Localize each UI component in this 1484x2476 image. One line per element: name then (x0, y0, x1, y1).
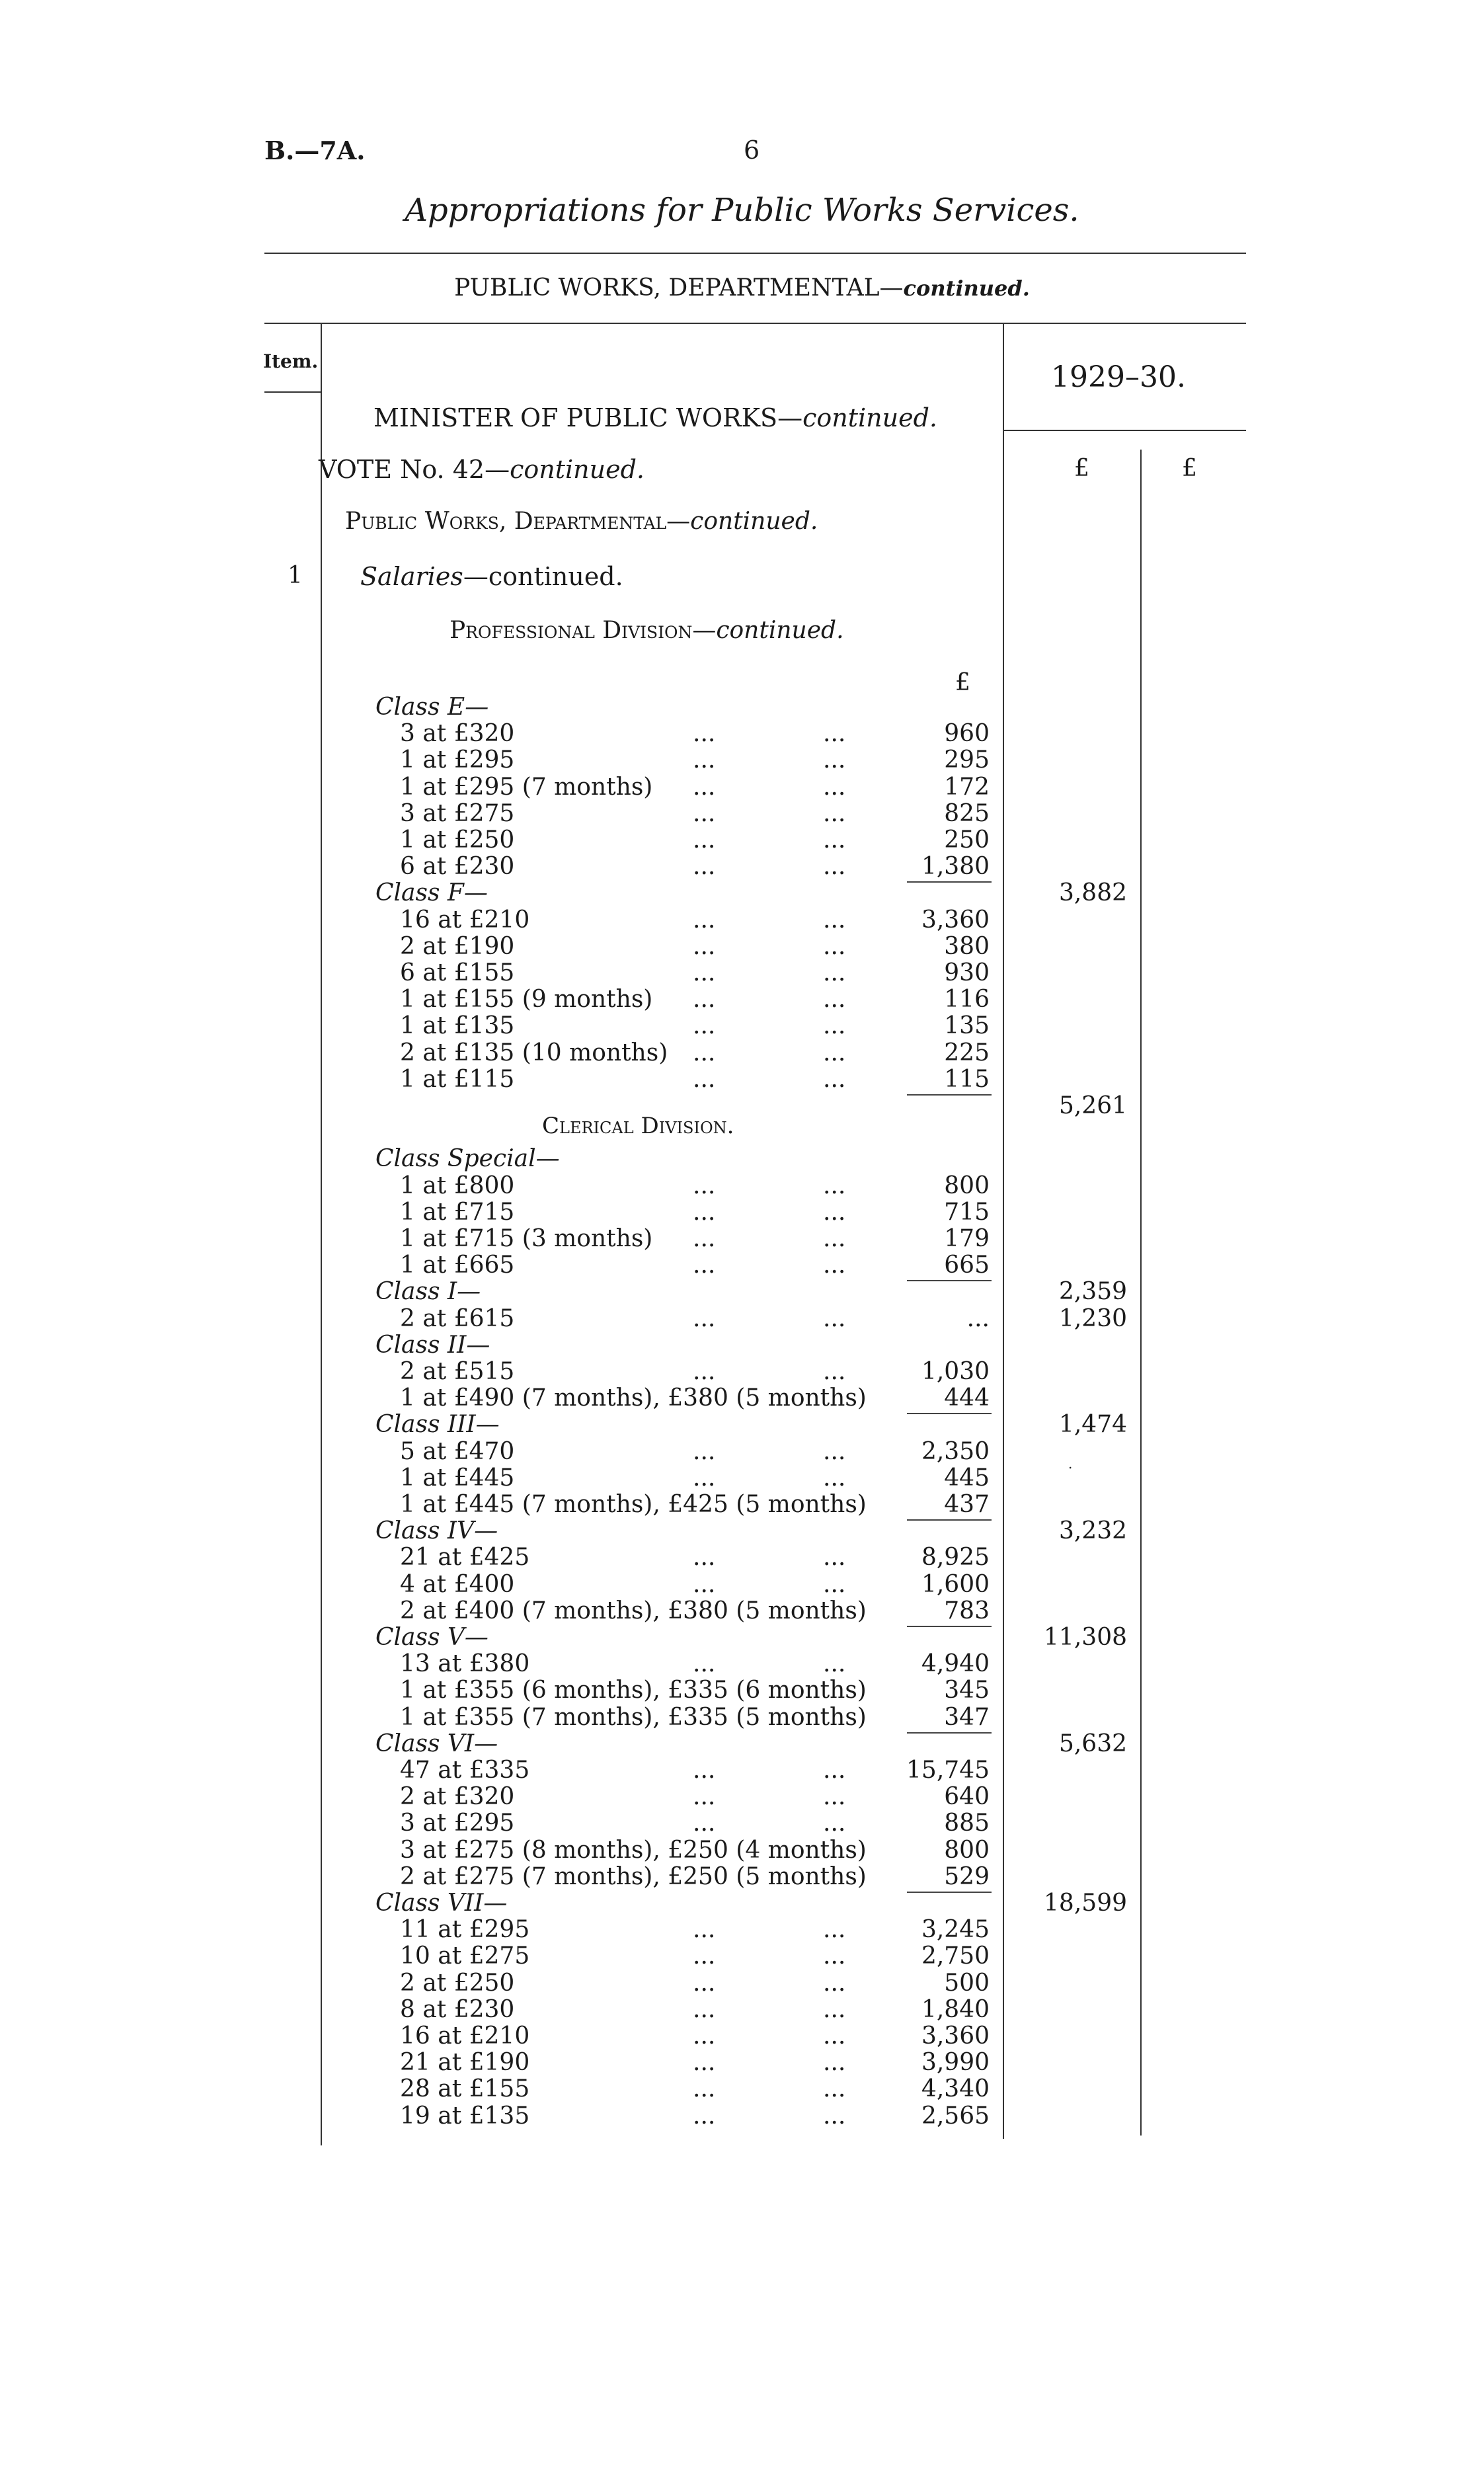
leader-dots: ... (823, 1252, 846, 1279)
professional-division-heading (449, 617, 844, 644)
subtotal-rule (907, 1892, 992, 1893)
amount-value: 135 (944, 1012, 990, 1040)
leader-dots: ... (693, 1252, 716, 1279)
year-column-header: 1929–30. (1051, 360, 1186, 394)
salary-row (0, 721, 1484, 747)
salary-row (0, 1917, 1484, 1943)
leader-dots: ... (823, 1437, 846, 1465)
salary-label: 16 at £210 (400, 906, 530, 934)
salary-label: 2 at £615 (400, 1304, 515, 1332)
salary-label: 1 at £250 (400, 826, 515, 854)
salary-row (0, 1066, 1484, 1093)
salary-row (0, 1837, 1484, 1864)
leader-dots: ... (693, 1012, 716, 1040)
amount-value: 500 (944, 1969, 990, 1997)
class-row (0, 1146, 1484, 1172)
subtotal-value: 3,882 (1058, 879, 1127, 907)
leader-dots: ... (693, 1304, 716, 1332)
class-label: Class Special— (375, 1145, 560, 1173)
amount-value: 715 (944, 1198, 990, 1226)
section-subtitle (0, 274, 1484, 301)
leader-dots: ... (693, 2075, 716, 2103)
salary-label: 1 at £490 (7 months), £380 (5 months) (400, 1384, 867, 1412)
leader-dots: ... (823, 959, 846, 986)
class-row (0, 1518, 1484, 1544)
leader-dots: ... (823, 720, 846, 748)
salary-label: 3 at £320 (400, 720, 515, 748)
leader-dots: ... (693, 826, 716, 854)
salary-row (0, 801, 1484, 827)
amount-value: 4,340 (921, 2075, 990, 2103)
salary-row (0, 1199, 1484, 1226)
salary-row (0, 907, 1484, 934)
salary-row (0, 1651, 1484, 1677)
leader-dots: ... (693, 799, 716, 827)
salary-row (0, 1544, 1484, 1571)
leader-dots: ... (823, 1225, 846, 1252)
leader-dots: ... (823, 2022, 846, 2050)
class-label: Class I— (375, 1278, 481, 1306)
salary-row (0, 1492, 1484, 1518)
salary-label: 19 at £135 (400, 2102, 530, 2130)
leader-dots: ... (823, 853, 846, 881)
salary-label: 1 at £155 (9 months) (400, 986, 653, 1014)
amount-value: 2,565 (921, 2102, 990, 2130)
leader-dots: ... (693, 1437, 716, 1465)
amount-value: 529 (944, 1862, 990, 1890)
item-header-rule (264, 391, 321, 393)
salary-row (0, 1119, 1484, 1146)
class-label: Class E— (375, 694, 489, 721)
salary-row (0, 1757, 1484, 1784)
salary-row (0, 1439, 1484, 1465)
amount-value: 15,745 (906, 1757, 990, 1784)
leader-dots: ... (693, 746, 716, 774)
table-top-rule (264, 323, 1246, 324)
subtotal-rule (907, 1732, 992, 1734)
amount-value: 1,600 (921, 1570, 990, 1598)
salary-row (0, 2103, 1484, 2130)
amount-value: 8,925 (921, 1544, 990, 1572)
salary-row (0, 1093, 1484, 1119)
salary-label: 1 at £800 (400, 1172, 515, 1199)
leader-dots: ... (823, 1544, 846, 1572)
leader-dots: ... (823, 1570, 846, 1598)
salary-label: 11 at £295 (400, 1916, 530, 1944)
amount-value: 3,990 (921, 2049, 990, 2077)
amount-value: 800 (944, 1836, 990, 1864)
subtitle-main: PUBLIC WORKS, DEPARTMENTAL— (454, 274, 904, 301)
leader-dots: ... (823, 2075, 846, 2103)
leader-dots: ... (823, 1065, 846, 1093)
salary-row (0, 2076, 1484, 2102)
salary-label: 21 at £190 (400, 2049, 530, 2077)
salary-label: 1 at £665 (400, 1252, 515, 1279)
salary-label: 1 at £135 (400, 1012, 515, 1040)
salary-row (0, 774, 1484, 801)
salary-label: 10 at £275 (400, 1942, 530, 1970)
pound-column-right: £ (1182, 455, 1197, 482)
salary-label: 2 at £275 (7 months), £250 (5 months) (400, 1862, 867, 1890)
class-label: Class F— (375, 879, 488, 907)
salary-label: 1 at £445 (7 months), £425 (5 months) (400, 1491, 867, 1518)
leader-dots: ... (693, 1783, 716, 1811)
salary-row (0, 1997, 1484, 2023)
leader-dots: ... (693, 1995, 716, 2023)
vote-heading (319, 455, 644, 484)
leader-dots: ... (823, 1012, 846, 1040)
class-label: Class VI— (375, 1730, 498, 1757)
salary-row (0, 1252, 1484, 1279)
amount-value: 885 (944, 1810, 990, 1837)
leader-dots: ... (823, 1757, 846, 1784)
salary-label: 1 at £715 (400, 1198, 515, 1226)
clerical-label: Clerical Division. (542, 1113, 734, 1139)
class-label: Class VII— (375, 1890, 508, 1917)
leader-dots: ... (693, 853, 716, 881)
amount-value: 800 (944, 1172, 990, 1199)
leader-dots: ... (693, 1916, 716, 1944)
leader-dots: ... (693, 1358, 716, 1385)
leader-dots: ... (693, 2049, 716, 2077)
leader-dots: ... (823, 986, 846, 1014)
salary-row (0, 1970, 1484, 1997)
amount-pound-header: £ (955, 669, 970, 696)
salary-row (0, 1013, 1484, 1039)
salary-label: 3 at £275 (400, 799, 515, 827)
salary-label: 6 at £155 (400, 959, 515, 986)
salary-label: 47 at £335 (400, 1757, 530, 1784)
leader-dots: ... (823, 799, 846, 827)
salary-label: 2 at £400 (7 months), £380 (5 months) (400, 1597, 867, 1624)
amount-value: 116 (944, 986, 990, 1014)
leader-dots: ... (823, 1464, 846, 1492)
salary-label: 16 at £210 (400, 2022, 530, 2050)
leader-dots: ... (823, 746, 846, 774)
amount-value: 345 (944, 1677, 990, 1704)
amount-value: 172 (944, 773, 990, 801)
salary-label: 1 at £715 (3 months) (400, 1225, 653, 1252)
item-column-header: Item. (263, 350, 319, 372)
title-rule (264, 253, 1246, 254)
leader-dots: ... (693, 2022, 716, 2050)
leader-dots: ... (693, 906, 716, 934)
amount-value: 250 (944, 826, 990, 854)
amount-value: 1,840 (921, 1995, 990, 2023)
salary-label: 28 at £155 (400, 2075, 530, 2103)
salary-label: 8 at £230 (400, 1995, 515, 2023)
salary-label: 1 at £355 (7 months), £335 (5 months) (400, 1703, 867, 1731)
stray-mark: . (1068, 1456, 1073, 1472)
salary-row (0, 1306, 1484, 1332)
subtotal-value: 2,359 (1058, 1278, 1127, 1306)
amount-value: 225 (944, 1039, 990, 1066)
document-reference: B.—7A. (264, 136, 366, 165)
leader-dots: ... (823, 1358, 846, 1385)
amount-value: 1,030 (921, 1358, 990, 1385)
subtotal-rule (907, 1280, 992, 1281)
leader-dots: ... (693, 1065, 716, 1093)
leader-dots: ... (693, 1544, 716, 1572)
class-row (0, 1890, 1484, 1917)
amount-value: 930 (944, 959, 990, 986)
leader-dots: ... (823, 2049, 846, 2077)
leader-dots: ... (823, 1198, 846, 1226)
prof-continued: continued. (716, 617, 844, 644)
leader-dots: ... (823, 826, 846, 854)
amount-value: 445 (944, 1464, 990, 1492)
salary-row (0, 2050, 1484, 2076)
leader-dots: ... (823, 1995, 846, 2023)
leader-dots: ... (693, 1464, 716, 1492)
salary-row (0, 1572, 1484, 1598)
salary-label: 2 at £515 (400, 1358, 515, 1385)
amount-value: 437 (944, 1491, 990, 1518)
amount-value: 2,350 (921, 1437, 990, 1465)
subtotal-rule (907, 881, 992, 883)
amount-value: 783 (944, 1597, 990, 1624)
leader-dots: ... (693, 986, 716, 1014)
leader-dots: ... (693, 773, 716, 801)
leader-dots: ... (693, 2102, 716, 2130)
class-row (0, 1731, 1484, 1757)
salary-label: 3 at £275 (8 months), £250 (4 months) (400, 1836, 867, 1864)
leader-dots: ... (823, 1942, 846, 1970)
leader-dots: ... (693, 1198, 716, 1226)
salary-row (0, 1040, 1484, 1066)
leader-dots: ... (823, 2102, 846, 2130)
minister-heading (373, 403, 937, 432)
class-label: Class II— (375, 1331, 490, 1359)
salary-label: 2 at £190 (400, 932, 515, 960)
salary-row (0, 1385, 1484, 1412)
salary-label: 2 at £250 (400, 1969, 515, 1997)
leader-dots: ... (693, 1570, 716, 1598)
pwd-main: Public Works, Departmental— (345, 508, 691, 535)
leader-dots: ... (693, 1172, 716, 1199)
salary-label: 5 at £470 (400, 1437, 515, 1465)
salary-row (0, 1784, 1484, 1810)
leader-dots: ... (693, 1225, 716, 1252)
salary-row (0, 854, 1484, 880)
salary-label: 21 at £425 (400, 1544, 530, 1572)
minister-main: MINISTER OF PUBLIC WORKS— (373, 403, 803, 432)
salary-row (0, 2023, 1484, 2050)
amount-value: 179 (944, 1225, 990, 1252)
subtitle-continued: continued. (903, 276, 1030, 301)
salary-label: 1 at £445 (400, 1464, 515, 1492)
amount-value: 4,940 (921, 1650, 990, 1678)
amount-value: 1,380 (921, 853, 990, 881)
leader-dots: ... (693, 1942, 716, 1970)
vote-continued: continued. (510, 455, 644, 484)
class-label: Class IV— (375, 1517, 498, 1545)
leader-dots: ... (693, 1039, 716, 1066)
salary-row (0, 1226, 1484, 1252)
leader-dots: ... (823, 1172, 846, 1199)
salary-row (0, 1598, 1484, 1624)
salary-label: 1 at £295 (400, 746, 515, 774)
amount-value: 380 (944, 932, 990, 960)
subtotal-rule (907, 1519, 992, 1521)
year-header-rule (1003, 430, 1246, 431)
salary-label: 2 at £320 (400, 1783, 515, 1811)
salary-row (0, 1465, 1484, 1492)
salary-row (0, 747, 1484, 774)
amount-value: 3,245 (921, 1916, 990, 1944)
class-label: Class V— (375, 1624, 488, 1651)
item-number: 1 (288, 562, 303, 589)
amount-value: 3,360 (921, 906, 990, 934)
salary-label: 1 at £355 (6 months), £335 (6 months) (400, 1677, 867, 1704)
prof-main: Professional Division— (449, 617, 717, 644)
salary-row (0, 1173, 1484, 1199)
class-row (0, 880, 1484, 906)
leader-dots: ... (693, 1810, 716, 1837)
salary-label: 6 at £230 (400, 853, 515, 881)
amount-value: 3,360 (921, 2022, 990, 2050)
salary-row (0, 1943, 1484, 1970)
subtotal-value: 11,308 (1044, 1624, 1127, 1651)
subtotal-value: 5,632 (1058, 1730, 1127, 1757)
vote-main: VOTE No. 42— (319, 455, 510, 484)
subtotal-rule (907, 1626, 992, 1627)
salary-row (0, 1677, 1484, 1704)
class-row (0, 1279, 1484, 1305)
leader-dots: ... (693, 1650, 716, 1678)
salaries-continued: —continued. (463, 562, 623, 591)
page-title: Appropriations for Public Works Services. (405, 192, 1079, 229)
class-row (0, 1412, 1484, 1438)
amount-value: 2,750 (921, 1942, 990, 1970)
minister-continued: continued. (802, 403, 937, 432)
subtotal-rule (907, 1094, 992, 1096)
class-row (0, 1332, 1484, 1359)
subtotal-rule (907, 1413, 992, 1414)
salary-row (0, 1810, 1484, 1837)
leader-dots: ... (693, 932, 716, 960)
subtotal-value: 1,474 (1058, 1411, 1127, 1439)
salary-row (0, 960, 1484, 986)
leader-dots: ... (823, 906, 846, 934)
leader-dots: ... (823, 1916, 846, 1944)
amount-value: 640 (944, 1783, 990, 1811)
salary-label: 2 at £135 (10 months) (400, 1039, 668, 1066)
leader-dots: ... (823, 1783, 846, 1811)
leader-dots: ... (693, 1969, 716, 1997)
leader-dots: ... (823, 1650, 846, 1678)
amount-value: 960 (944, 720, 990, 748)
salary-row (0, 1864, 1484, 1890)
subtotal-value: 1,230 (1058, 1304, 1127, 1332)
leader-dots: ... (823, 1039, 846, 1066)
class-row (0, 1624, 1484, 1651)
amount-value: 444 (944, 1384, 990, 1412)
subtotal-value: 5,261 (1058, 1092, 1127, 1119)
salary-row (0, 934, 1484, 960)
public-works-heading (345, 508, 818, 535)
salary-row (0, 827, 1484, 854)
class-row (0, 694, 1484, 721)
amount-value: 665 (944, 1252, 990, 1279)
pound-column-left: £ (1074, 455, 1089, 482)
amount-value: ... (966, 1304, 990, 1332)
salary-label: 4 at £400 (400, 1570, 515, 1598)
leader-dots: ... (693, 1757, 716, 1784)
salary-label: 1 at £115 (400, 1065, 515, 1093)
salary-label: 13 at £380 (400, 1650, 530, 1678)
leader-dots: ... (823, 932, 846, 960)
salary-label: 3 at £295 (400, 1810, 515, 1837)
salaries-heading (360, 562, 623, 591)
amount-value: 115 (944, 1065, 990, 1093)
class-label: Class III— (375, 1411, 500, 1439)
leader-dots: ... (693, 959, 716, 986)
leader-dots: ... (823, 773, 846, 801)
subtotal-value: 3,232 (1058, 1517, 1127, 1545)
leader-dots: ... (693, 720, 716, 748)
salary-row (0, 1704, 1484, 1731)
salaries-label: Salaries (360, 562, 463, 591)
page-number: 6 (744, 136, 760, 165)
leader-dots: ... (823, 1304, 846, 1332)
salary-row (0, 1359, 1484, 1385)
leader-dots: ... (823, 1810, 846, 1837)
pwd-continued: continued. (690, 508, 818, 535)
amount-value: 825 (944, 799, 990, 827)
subtotal-value: 18,599 (1044, 1890, 1127, 1917)
amount-value: 347 (944, 1703, 990, 1731)
salary-label: 1 at £295 (7 months) (400, 773, 653, 801)
leader-dots: ... (823, 1969, 846, 1997)
salary-row (0, 986, 1484, 1013)
amount-value: 295 (944, 746, 990, 774)
